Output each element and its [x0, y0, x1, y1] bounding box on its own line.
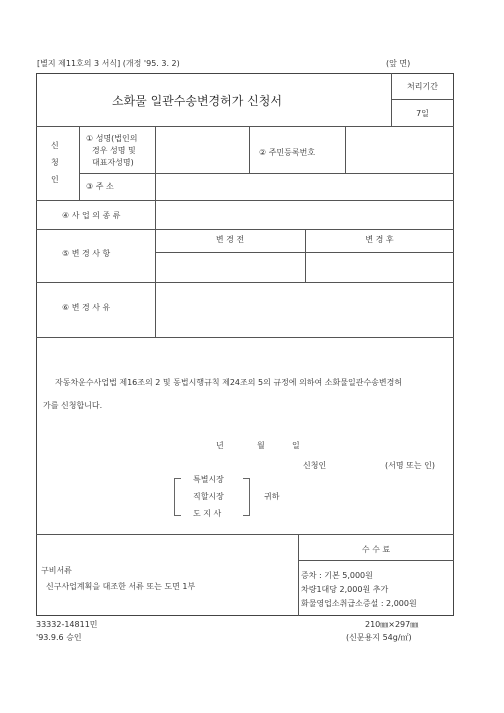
paper-size: 210㎜×297㎜ [365, 620, 419, 629]
fee-line-1: 증차 : 기본 5,000원 [301, 571, 373, 580]
signature-note: (서명 또는 인) [385, 461, 435, 470]
recipient-3: 도 지 사 [193, 509, 222, 518]
recipient-suffix: 귀하 [264, 492, 280, 501]
applicant-label-2: 청 [51, 158, 59, 167]
change-before-header: 변 경 전 [215, 235, 245, 244]
business-type-label: ④ 사 업 의 종 류 [62, 211, 121, 220]
page-side: (앞 면) [386, 59, 411, 68]
date-month: 월 [257, 441, 265, 450]
form-code: 33332-14811민 [36, 620, 98, 629]
fee-line-3: 화물영업소취급소증설 : 2,000원 [301, 599, 417, 608]
date-year: 년 [216, 441, 224, 450]
statement-line1: 자동차운수사업법 제16조의 2 및 동법시행규칙 제24조의 5의 규정에 의하여 소화물일관수송변경허 [55, 378, 403, 387]
divider [155, 282, 156, 337]
recipient-bracket-left [174, 478, 181, 516]
divider [155, 252, 454, 253]
address-label: ③ 주 소 [86, 182, 114, 191]
applicant-label-1: 신 [51, 141, 59, 150]
divider [155, 126, 156, 241]
divider [298, 560, 454, 561]
divider [36, 282, 454, 283]
divider [36, 229, 454, 230]
documents-item: 신구사업계획을 대조한 서류 또는 도면 1부 [46, 582, 196, 591]
divider [391, 99, 454, 100]
divider [36, 126, 454, 127]
form-reference: [별지 제11호의 3 서식] (개정 '95. 3. 2) [37, 59, 180, 68]
recipient-2: 직할시장 [193, 492, 224, 501]
id-number-label: ② 주민등록번호 [259, 148, 316, 157]
paper-type: (신문용지 54g/㎡) [346, 633, 412, 642]
statement-line2: 가를 신청합니다. [43, 401, 103, 410]
name-label-line1: ① 성명(법인의 [86, 134, 138, 143]
reason-label: ⑥ 변 경 사 유 [62, 303, 111, 312]
recipient-1: 특별시장 [193, 475, 224, 484]
name-label-line3: 대표자성명) [92, 158, 134, 167]
divider [36, 337, 454, 338]
documents-label: 구비서류 [41, 566, 72, 575]
applicant-signature-label: 신청인 [303, 461, 327, 470]
divider [79, 126, 80, 200]
form-title: 소화물 일관수송변경허가 신청서 [112, 94, 282, 108]
approval-date: '93.9.6 승인 [36, 633, 82, 642]
fees-label: 수 수 료 [361, 545, 391, 554]
applicant-label-3: 인 [51, 175, 59, 184]
fee-line-2: 차량1대당 2,000원 추가 [301, 585, 389, 594]
changes-label: ⑤ 변 경 사 항 [62, 249, 111, 258]
processing-value: 7일 [416, 109, 429, 118]
name-label-line2: 경우 성명 및 [92, 146, 136, 155]
divider [249, 126, 250, 173]
change-after-header: 변 경 후 [365, 235, 394, 244]
recipient-bracket-right [243, 478, 250, 516]
divider [79, 173, 454, 174]
divider [36, 200, 454, 201]
date-day: 일 [292, 441, 300, 450]
divider [345, 126, 346, 173]
divider [36, 534, 454, 535]
processing-label: 처리기간 [407, 82, 438, 91]
